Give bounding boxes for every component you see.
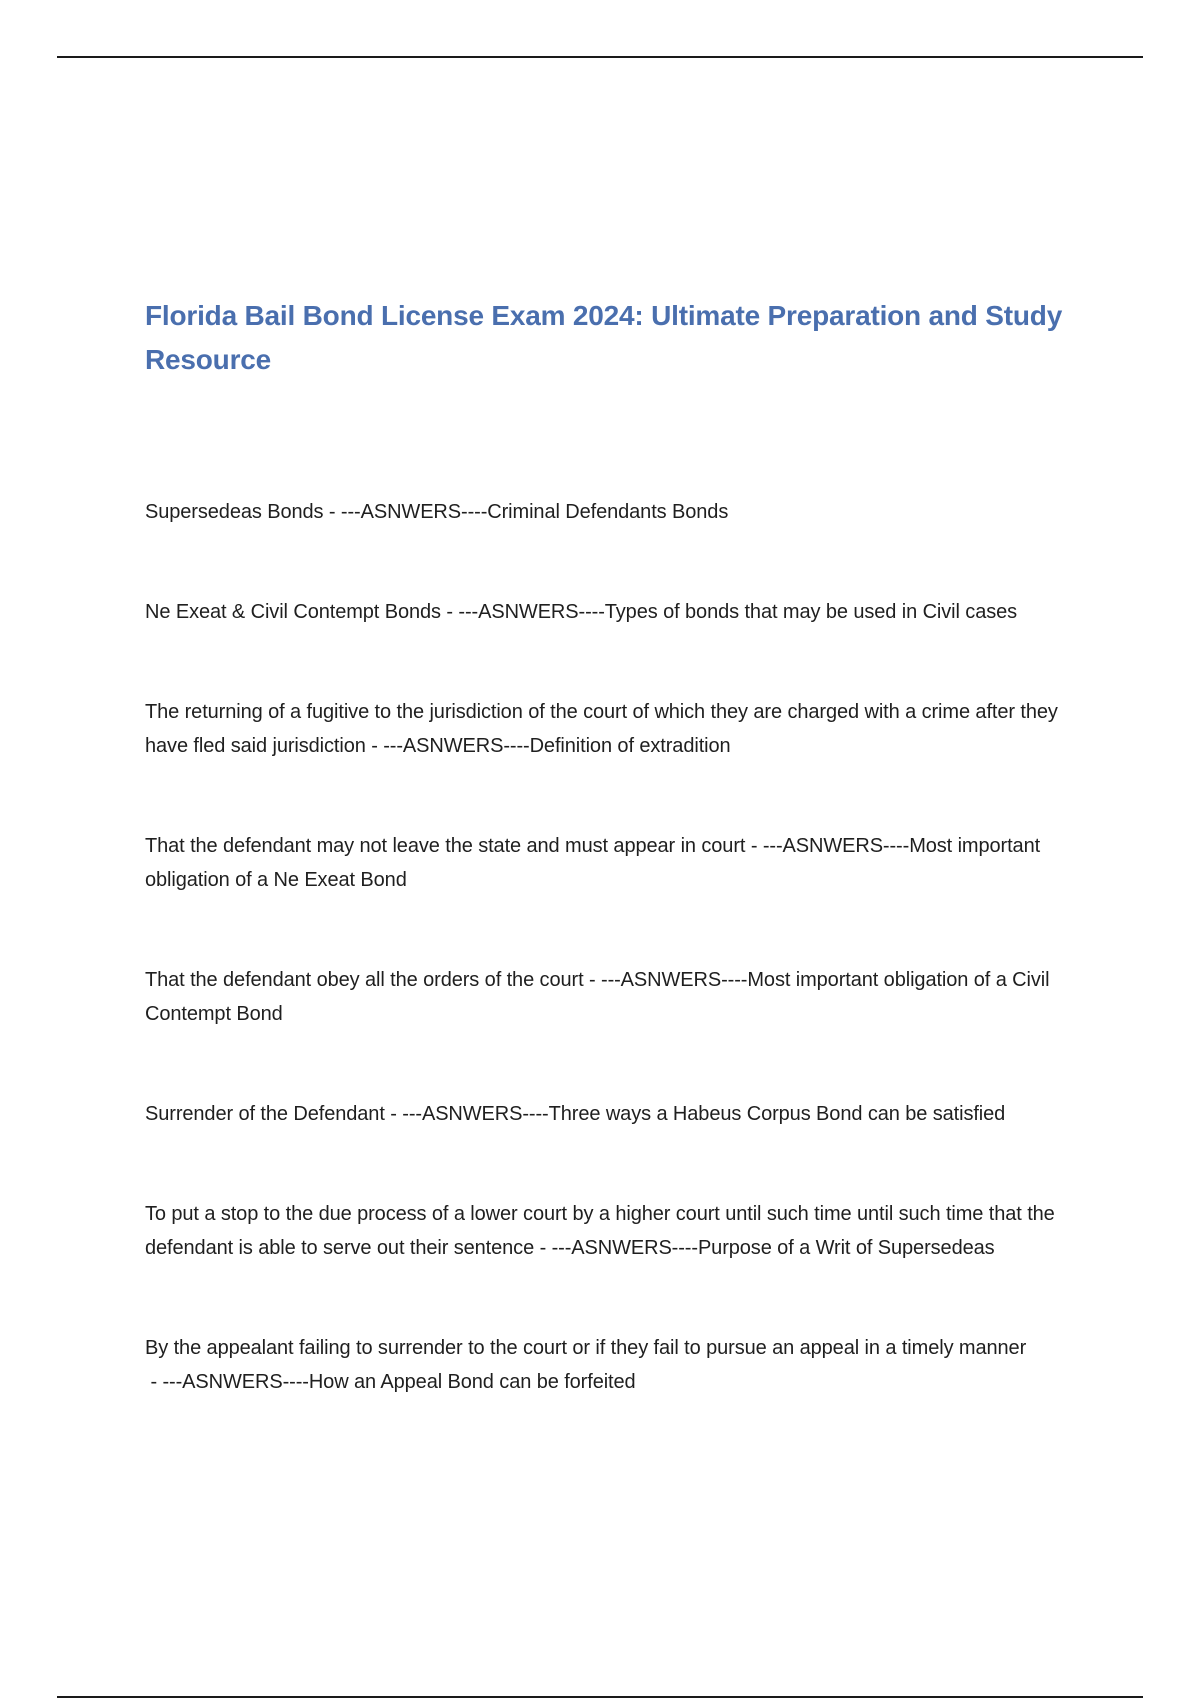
answer-separator: - ---ASNWERS---- — [384, 1103, 549, 1125]
flashcard-term: That the defendant obey all the orders of the court — [145, 969, 584, 991]
answer-separator: - ---ASNWERS---- — [365, 735, 530, 757]
flashcard-item — [145, 829, 1095, 897]
flashcard-term: By the appealant failing to surrender to the court or if they fail to pursue an appeal in a timely manner — [145, 1337, 1027, 1359]
flashcard-answer: Types of bonds that may be used in Civil cases — [604, 601, 1018, 623]
flashcard-answer: Purpose of a Writ of Supersedeas — [697, 1237, 995, 1259]
flashcard-term: Surrender of the Defendant — [145, 1103, 385, 1125]
flashcard-item — [145, 1331, 1095, 1399]
flashcard-term: Ne Exeat & Civil Contempt Bonds — [145, 601, 441, 623]
flashcard-item — [145, 495, 1095, 529]
answer-separator: - ---ASNWERS---- — [145, 1371, 309, 1393]
flashcard-answer: Three ways a Habeus Corpus Bond can be satisfied — [548, 1103, 1006, 1125]
flashcard-answer: Definition of extradition — [529, 735, 731, 757]
flashcard-item — [145, 1097, 1095, 1131]
flashcard-term: That the defendant may not leave the state and must appear in court — [145, 835, 746, 857]
flashcard-term: Supersedeas Bonds — [145, 501, 324, 523]
flashcard-item — [145, 595, 1095, 629]
document-title: Florida Bail Bond License Exam 2024: Ultimate Preparation and Study Resource — [145, 300, 1063, 375]
flashcard-item — [145, 963, 1095, 1031]
header-rule — [57, 56, 1143, 58]
answer-separator: - ---ASNWERS---- — [440, 601, 605, 623]
flashcard-term: The returning of a fugitive to the jurisdiction of the court of which they are charged with a crime after they have fled said jurisdiction — [145, 701, 1058, 757]
flashcard-answer: Most important obligation of a Ne Exeat Bond — [145, 835, 1041, 891]
answer-separator: - ---ASNWERS---- — [534, 1237, 698, 1259]
answer-separator: - ---ASNWERS---- — [323, 501, 488, 523]
flashcard-term: To put a stop to the due process of a lower court by a higher court until such time until such time that the defendant is able to serve out their sentence — [145, 1203, 1055, 1259]
flashcard-answer: Most important obligation of a Civil Contempt Bond — [145, 969, 1050, 1025]
footer-rule — [57, 1696, 1143, 1698]
flashcard-answer: Criminal Defendants Bonds — [487, 501, 729, 523]
document-body — [145, 294, 1095, 1465]
answer-separator: - ---ASNWERS---- — [583, 969, 748, 991]
flashcard-answer: How an Appeal Bond can be forfeited — [308, 1371, 636, 1393]
flashcard-item — [145, 1197, 1095, 1265]
flashcard-list — [145, 495, 1095, 1399]
answer-separator: - ---ASNWERS---- — [745, 835, 910, 857]
flashcard-item — [145, 695, 1095, 763]
